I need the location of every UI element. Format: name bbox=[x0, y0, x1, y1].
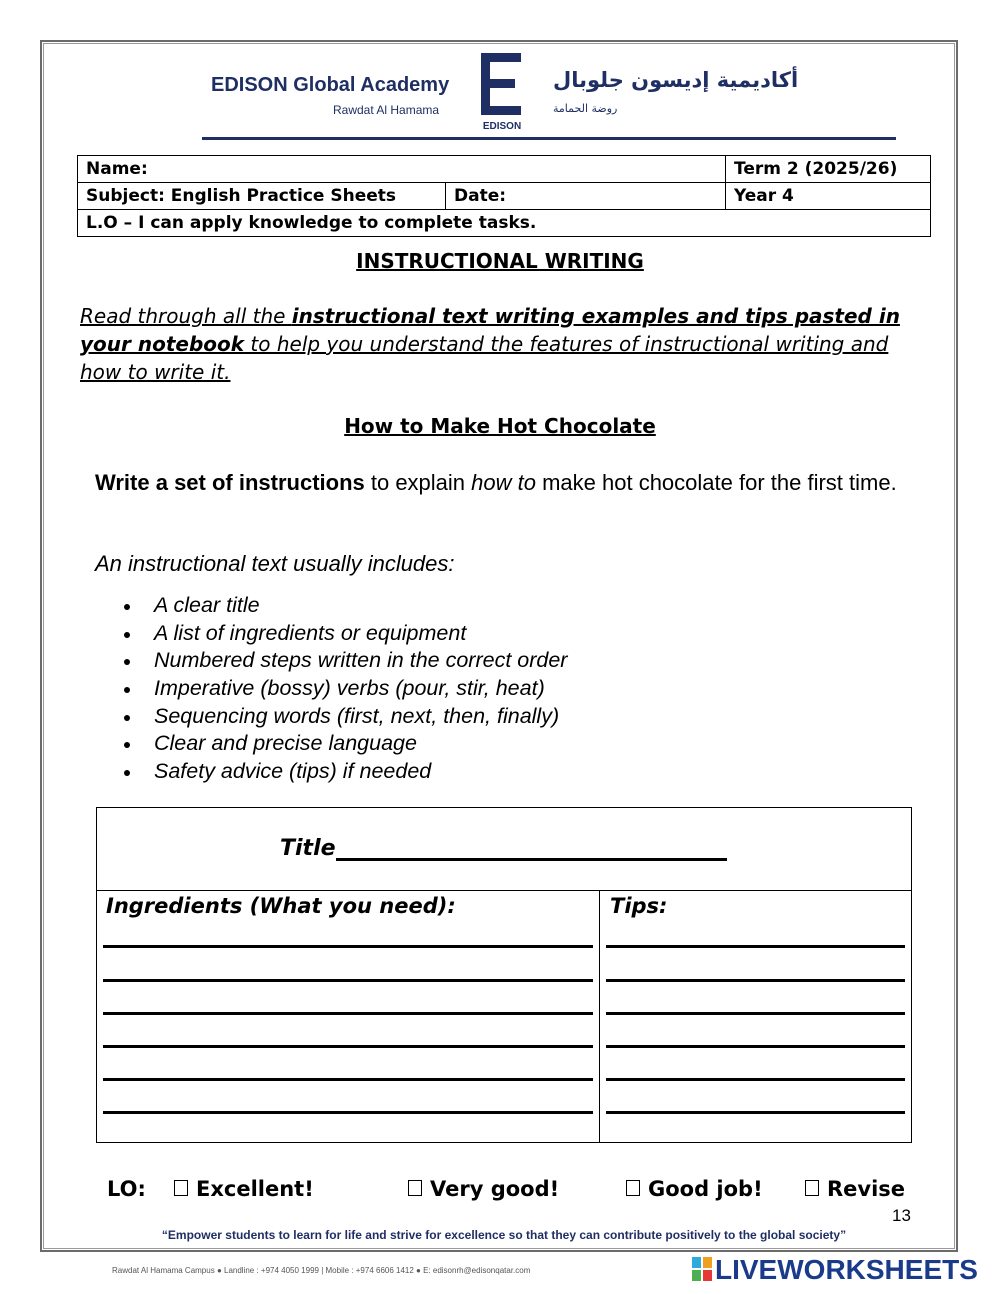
school-name-arabic: أكاديمية إديسون جلوبال bbox=[553, 68, 799, 92]
info-row-lo bbox=[78, 210, 931, 237]
rating-revise-label: Revise bbox=[827, 1177, 906, 1201]
list-item bbox=[124, 620, 567, 648]
ingredients-label: Ingredients (What you need): bbox=[106, 894, 456, 918]
bullet-icon bbox=[124, 715, 130, 721]
intro-text-1: Read through all the bbox=[80, 304, 292, 328]
ingredients-write-line[interactable] bbox=[103, 1111, 593, 1114]
intro-paragraph bbox=[80, 302, 925, 386]
rating-excellent-label: Excellent! bbox=[196, 1177, 314, 1201]
year-cell: Year 4 bbox=[726, 183, 931, 210]
checkbox-icon[interactable] bbox=[626, 1180, 640, 1196]
subject-cell: Subject: English Practice Sheets bbox=[78, 183, 446, 210]
intro-text-bold: instructional text writing examples and tips pasted in your notebook bbox=[80, 304, 900, 356]
checkbox-icon[interactable] bbox=[408, 1180, 422, 1196]
bullet-icon bbox=[124, 770, 130, 776]
list-item bbox=[124, 592, 567, 620]
tips-write-line[interactable] bbox=[606, 945, 905, 948]
date-field[interactable]: Date: bbox=[446, 183, 726, 210]
rating-very-good-label: Very good! bbox=[430, 1177, 560, 1201]
liveworksheets-brand[interactable]: LIVEWORKSHEETS bbox=[715, 1254, 978, 1285]
list-item bbox=[124, 730, 567, 758]
feature-text: A list of ingredients or equipment bbox=[154, 620, 467, 645]
rating-excellent[interactable] bbox=[174, 1177, 314, 1201]
learning-objective-cell: L.O – I can apply knowledge to complete tasks. bbox=[78, 210, 931, 237]
tips-write-line[interactable] bbox=[606, 1045, 905, 1048]
tips-write-line[interactable] bbox=[606, 1111, 905, 1114]
tips-write-line[interactable] bbox=[606, 979, 905, 982]
name-field[interactable]: Name: bbox=[78, 156, 726, 183]
info-row-subject bbox=[78, 183, 931, 210]
rating-good-job[interactable] bbox=[626, 1177, 763, 1201]
liveworksheets-logo-icon bbox=[692, 1257, 712, 1281]
lo-label: LO: bbox=[107, 1177, 146, 1201]
info-table bbox=[77, 155, 931, 237]
feature-text: Clear and precise language bbox=[154, 731, 417, 756]
title-input-line[interactable] bbox=[336, 858, 727, 861]
footer-mobile: Mobile : +974 6606 1412 bbox=[325, 1266, 414, 1275]
list-item bbox=[124, 703, 567, 731]
school-motto: “Empower students to learn for life and strive for excellence so that they can contribute positively to the global society” bbox=[161, 1228, 847, 1242]
rating-very-good[interactable] bbox=[408, 1177, 559, 1201]
tips-write-line[interactable] bbox=[606, 1012, 905, 1015]
page-number: 13 bbox=[892, 1206, 911, 1225]
ingredients-write-line[interactable] bbox=[103, 945, 593, 948]
term-cell: Term 2 (2025/26) bbox=[726, 156, 931, 183]
footer-campus: Rawdat Al Hamama Campus bbox=[112, 1266, 215, 1275]
task-text-italic: how to bbox=[471, 470, 536, 495]
list-item bbox=[124, 758, 567, 786]
rating-revise[interactable] bbox=[805, 1177, 905, 1201]
tips-label: Tips: bbox=[610, 894, 668, 918]
task-instruction bbox=[95, 462, 925, 503]
checkbox-icon[interactable] bbox=[805, 1180, 819, 1196]
task-title: How to Make Hot Chocolate bbox=[344, 414, 656, 438]
checkbox-icon[interactable] bbox=[174, 1180, 188, 1196]
writing-box-column-divider bbox=[599, 890, 600, 1143]
task-text-1: to explain bbox=[364, 470, 472, 495]
header-divider bbox=[202, 137, 896, 140]
bullet-icon bbox=[124, 742, 130, 748]
ingredients-write-line[interactable] bbox=[103, 1078, 593, 1081]
ingredients-write-line[interactable] bbox=[103, 979, 593, 982]
campus-name-english: Rawdat Al Hamama bbox=[333, 103, 440, 117]
campus-name-arabic: روضة الحمامة bbox=[553, 102, 618, 115]
features-list bbox=[124, 592, 567, 786]
list-item bbox=[124, 675, 567, 703]
feature-text: Safety advice (tips) if needed bbox=[154, 759, 432, 784]
logo-word: EDISON bbox=[482, 121, 522, 131]
school-name-english: EDISON Global Academy bbox=[211, 74, 450, 96]
bullet-icon bbox=[124, 687, 130, 693]
tips-write-line[interactable] bbox=[606, 1078, 905, 1081]
feature-text: A clear title bbox=[154, 593, 260, 617]
intro-text-2: to help you understand the features of instructional writing and how to write it. bbox=[80, 332, 889, 384]
ingredients-write-line[interactable] bbox=[103, 1045, 593, 1048]
task-text-2: make hot chocolate for the first time. bbox=[535, 470, 897, 495]
bullet-icon bbox=[124, 659, 130, 665]
feature-text: Imperative (bossy) verbs (pour, stir, heat) bbox=[154, 676, 545, 701]
list-item bbox=[124, 647, 567, 675]
writing-box-divider bbox=[96, 890, 912, 891]
feature-text: Numbered steps written in the correct order bbox=[154, 648, 568, 673]
edison-logo-icon bbox=[481, 53, 523, 131]
footer-contact: Rawdat Al Hamama Campus ● Landline : +974 4050 1999 | Mobile : +974 6606 1412 ● E: edisonrh@edisonqatar.com bbox=[112, 1266, 531, 1275]
feature-text: Sequencing words (first, next, then, finally) bbox=[154, 703, 560, 728]
bullet-icon bbox=[124, 604, 130, 610]
task-text-bold: Write a set of instructions bbox=[95, 470, 365, 495]
section-title: INSTRUCTIONAL WRITING bbox=[356, 249, 644, 273]
title-label: Title bbox=[280, 836, 336, 861]
info-row-name bbox=[78, 156, 931, 183]
ingredients-write-line[interactable] bbox=[103, 1012, 593, 1015]
bullet-icon bbox=[124, 632, 130, 638]
footer-landline: Landline : +974 4050 1999 bbox=[224, 1266, 319, 1275]
rating-good-job-label: Good job! bbox=[648, 1177, 763, 1201]
features-lead: An instructional text usually includes: bbox=[95, 551, 455, 576]
footer-email: E: edisonrh@edisonqatar.com bbox=[423, 1266, 531, 1275]
